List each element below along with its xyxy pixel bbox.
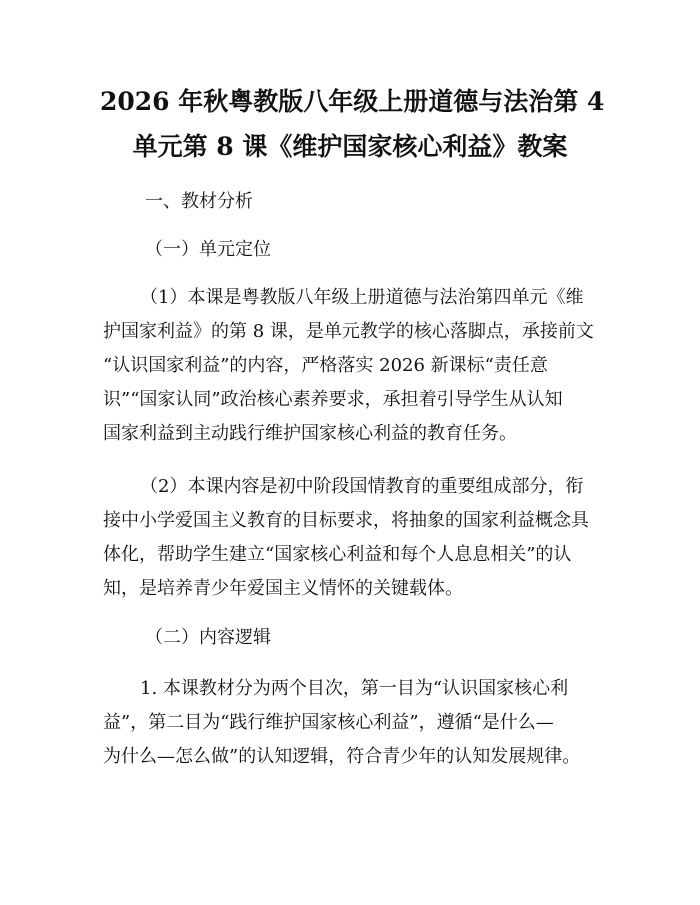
paragraph-line: （2）本课内容是初中阶段国情教育的重要组成部分，衔: [140, 476, 584, 497]
paragraph-line: 体化，帮助学生建立“国家核心利益和每个人息息相关”的认: [103, 544, 572, 565]
paragraph-line: “认识国家利益”的内容，严格落实 2026 新课标“责任意: [103, 355, 548, 376]
paragraph-line: 接中小学爱国主义教育的目标要求，将抽象的国家利益概念具: [103, 510, 589, 531]
paragraph-line: 国家利益到主动践行维护国家核心利益的教育任务。: [103, 423, 517, 444]
paragraph-line: 为什么—怎么做”的认知逻辑，符合青少年的认知发展规律。: [103, 746, 581, 767]
subsection-heading-unit-position: （一）单元定位: [145, 239, 271, 260]
paragraph-line: 1. 本课教材分为两个目次，第一目为“认识国家核心利: [140, 678, 569, 699]
paragraph-line: 益”，第二目为“践行维护国家核心利益”，遵循“是什么—: [103, 712, 554, 733]
paragraph-line: 识”“国家认同”政治核心素养要求，承担着引导学生从认知: [103, 389, 563, 410]
paragraph-line: （1）本课是粤教版八年级上册道德与法治第四单元《维: [140, 287, 584, 308]
subsection-heading-content-logic: （二）内容逻辑: [145, 627, 271, 648]
document-title-line-1: 2026 年秋粤教版八年级上册道德与法治第 4: [100, 87, 605, 116]
paragraph-line: 知，是培养青少年爱国主义情怀的关键载体。: [103, 578, 463, 599]
section-heading: 一、教材分析: [145, 191, 253, 212]
paragraph-line: 护国家利益》的第 8 课，是单元教学的核心落脚点，承接前文: [103, 321, 594, 342]
document-title-line-2: 单元第 8 课《维护国家核心利益》教案: [132, 132, 568, 161]
